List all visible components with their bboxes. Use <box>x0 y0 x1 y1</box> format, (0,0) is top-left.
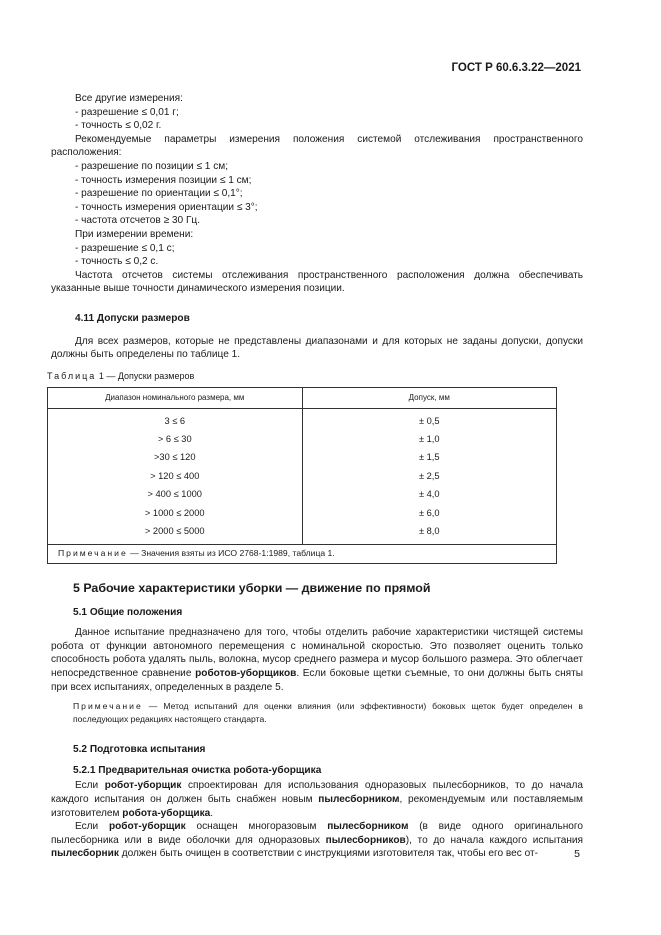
table-row <box>48 449 557 467</box>
bold-term: пылесборником <box>318 793 400 805</box>
tolerance-table <box>47 387 557 564</box>
text-run: Данное испытание предназначено для того, чтобы отделить рабочие характеристики чистящей системы робота от функции автономного перемещения с номинальной скоростью. Это позволяет оценить только способность робота удалять пыль, волокна, мусор среднего размера и мусор большого размера. Это облегчает непосредственное сравнение <box>51 627 583 679</box>
table-cell-range: > 400 ≤ 1000 <box>48 486 303 504</box>
table-header-range: Диапазон номинального размера, мм <box>48 388 303 409</box>
table-row <box>48 486 557 504</box>
table-cell-tolerance: ± 1,5 <box>302 449 557 467</box>
section-5-1-note <box>73 700 583 725</box>
table-note-text: — Значения взяты из ИСО 2768-1:1989, таблица 1. <box>130 548 335 559</box>
page-content <box>47 92 584 861</box>
bold-term: пылесборник <box>51 848 119 860</box>
table-caption-text: 1 — Допуски размеров <box>98 370 195 381</box>
list-item: - разрешение по позиции ≤ 1 см; <box>75 160 229 172</box>
note-word: Примечание <box>73 701 143 712</box>
table-cell-range: >30 ≤ 120 <box>48 449 303 467</box>
section-heading-5-2-1: 5.2.1 Предварительная очистка робота-уборщика <box>73 764 322 776</box>
bold-term: пылесборников <box>325 834 406 846</box>
table-row <box>48 467 557 485</box>
text-run: спроектирован для использования одноразовых пылесборников, то до начала каждого испытания он должен быть снабжен новым <box>51 780 584 805</box>
list-item: - разрешение ≤ 0,01 г; <box>75 106 179 118</box>
list-item: - точность измерения ориентации ≤ 3°; <box>75 201 258 213</box>
note-text: — Метод испытаний для оценки влияния (или эффективности) боковых щеток будет определен в последующих редакциях настоящего стандарта. <box>73 701 583 724</box>
table-cell-tolerance: ± 4,0 <box>302 486 557 504</box>
table-header-tolerance: Допуск, мм <box>302 388 557 409</box>
table-cell-tolerance: ± 2,5 <box>302 467 557 485</box>
table-note <box>48 545 557 564</box>
page-number: 5 <box>574 848 580 860</box>
table-cell-range: > 6 ≤ 30 <box>48 431 303 449</box>
section-5-2-1-para-1 <box>51 779 583 820</box>
section-4-11-text: Для всех размеров, которые не представлены диапазонами и для которых не заданы допуски, допуски должны быть определены по таблице 1. <box>51 335 583 361</box>
text-run: (в виде одного оригинального пылесборника или в виде оболочки для одноразовых <box>51 821 583 846</box>
section-5-2-1-para-2 <box>51 820 583 861</box>
section-heading-5: 5 Рабочие характеристики уборки — движение по прямой <box>73 581 431 596</box>
table-cell-tolerance: ± 8,0 <box>302 523 557 545</box>
section-heading-4-11: 4.11 Допуски размеров <box>75 312 190 324</box>
bold-term: робот-уборщик <box>108 821 186 833</box>
text-run: должен быть очищен в соответствии с инструкциями изготовителя так, чтобы его вес от- <box>118 848 539 860</box>
bold-term: пылесборником <box>327 821 409 833</box>
table-caption <box>47 370 583 384</box>
text-line: Все другие измерения: <box>75 93 183 104</box>
text-run: . Если боковые щетки съемные, то они должны быть сняты при всех испытаниях, определенных в разделе 5. <box>51 667 583 693</box>
table-row <box>48 523 557 545</box>
list-item: - точность измерения позиции ≤ 1 см; <box>75 174 252 186</box>
section-heading-5-2: 5.2 Подготовка испытания <box>73 744 206 756</box>
document-header: ГОСТ Р 60.6.3.22—2021 <box>451 62 581 74</box>
table-cell-range: > 2000 ≤ 5000 <box>48 523 303 545</box>
section-heading-5-1: 5.1 Общие положения <box>73 606 183 618</box>
table-cell-tolerance: ± 0,5 <box>302 409 557 431</box>
paragraph-frequency: Частота отсчетов системы отслеживания пространственного расположения должна обеспечивать указанные выше точности динамического измерения позиции. <box>51 269 583 295</box>
table-cell-range: > 120 ≤ 400 <box>48 467 303 485</box>
list-item: - точность ≤ 0,2 с. <box>75 256 159 268</box>
text-run: Если <box>75 821 109 833</box>
table-cell-tolerance: ± 6,0 <box>302 504 557 522</box>
bold-term: робота-уборщика <box>122 807 211 819</box>
text-run: . <box>210 807 214 819</box>
table-row <box>48 504 557 522</box>
table-row <box>48 409 557 431</box>
text-line: При измерении времени: <box>75 228 194 240</box>
text-run: ), то до начала каждого испытания <box>405 834 583 846</box>
list-item: - частота отсчетов ≥ 30 Гц. <box>75 215 201 227</box>
bold-term: роботов-уборщиков <box>195 667 297 679</box>
section-5-1-text <box>51 626 583 694</box>
table-note-row <box>48 545 557 564</box>
list-item: - разрешение по ориентации ≤ 0,1°; <box>75 188 243 200</box>
bold-term: робот-уборщик <box>104 780 182 792</box>
text-run: оснащен многоразовым <box>185 821 328 833</box>
table-row <box>48 431 557 449</box>
paragraph-recommended: Рекомендуемые параметры измерения положения системой отслеживания пространственного расположения: <box>51 133 583 159</box>
table-cell-range: > 1000 ≤ 2000 <box>48 504 303 522</box>
text-run: Если <box>75 780 105 792</box>
table-note-word: Примечание <box>58 548 128 559</box>
table-cell-range: 3 ≤ 6 <box>48 409 303 431</box>
table-caption-word: Таблица <box>47 370 97 381</box>
table-cell-tolerance: ± 1,0 <box>302 431 557 449</box>
list-item: - разрешение ≤ 0,1 с; <box>75 242 175 254</box>
list-item: - точность ≤ 0,02 г. <box>75 120 162 132</box>
text-run: , рекомендуемым или поставляемым изготовителем <box>51 793 583 819</box>
